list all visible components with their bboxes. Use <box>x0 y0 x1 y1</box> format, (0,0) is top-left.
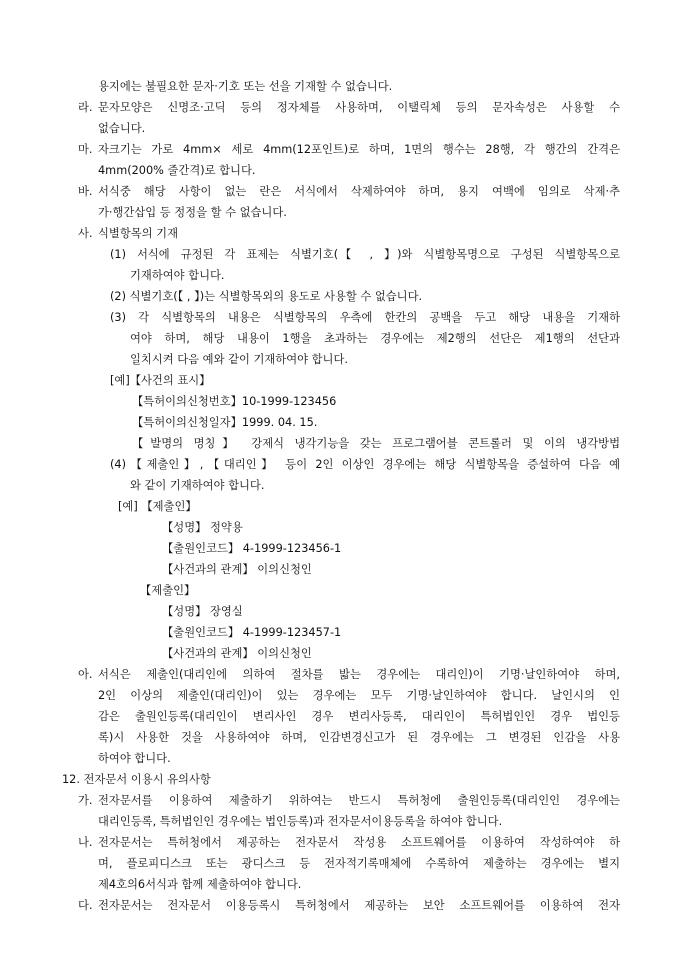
text-line: 전자문서를 이용하여 제출하기 위하여는 반드시 특허청에 출원인등록(대리인인 경우에는 <box>98 794 620 807</box>
text-line: 와 같이 기재하여야 합니다. <box>130 479 265 492</box>
example-line: 【성명】 장영실 <box>162 605 243 618</box>
example-line: 【성명】 정약용 <box>162 521 243 534</box>
list-marker: 바. <box>78 185 93 198</box>
example-line: 【제출인】 <box>140 584 196 597</box>
text-line: 감은 출원인등록(대리인이 변리사인 경우 변리사등록, 대리인이 특허법인인 경우 법인등 <box>98 710 620 723</box>
example-line: 【특허이의신청번호】10-1999-123456 <box>132 395 337 408</box>
text-line: 며, 플로피디스크 또는 광디스크 등 전자적기록매체에 수록하여 제출하는 경우에는 별지 <box>98 857 620 870</box>
text-line: 기재하여야 합니다. <box>130 269 225 282</box>
list-marker: 사. <box>78 227 93 240</box>
list-marker: 다. <box>78 899 93 912</box>
section-heading: 12. 전자문서 이용시 유의사항 <box>62 773 211 786</box>
text-line: 2인 이상의 제출인(대리인)이 있는 경우에는 모두 기명·날인하여야 합니다. 날인시의 인 <box>98 689 620 702</box>
list-marker: 가. <box>78 794 93 807</box>
text-line: 전자문서는 전자문서 이용등록시 특허청에서 제공하는 보안 소프트웨어를 이용하여 전자 <box>98 899 620 912</box>
text-line: 제4호의6서식과 함께 제출하여야 합니다. <box>98 878 302 891</box>
example-line: 【발명의 명칭】 강제식 냉각기능을 갖는 프로그램어블 콘트롤러 및 이의 냉각방법 <box>132 437 620 450</box>
example-line: [예]【사건의 표시】 <box>110 374 211 387</box>
list-marker: 나. <box>78 836 93 849</box>
list-marker: 라. <box>78 101 93 114</box>
text-line: 일치시켜 다음 예와 같이 기재하여야 합니다. <box>130 353 348 366</box>
text-line: 여야 하며, 해당 내용이 1행을 초과하는 경우에는 제2행의 선단은 제1행의 선단과 <box>130 332 620 345</box>
text-line: 용지에는 불필요한 문자·기호 또는 선을 기재할 수 없습니다. <box>98 80 393 93</box>
text-line: 없습니다. <box>98 122 146 135</box>
list-marker: 아. <box>78 668 93 681</box>
text-line: (3) 각 식별항목의 내용은 식별항목의 우측에 한칸의 공백을 두고 해당 내용을 기재하 <box>110 311 620 324</box>
text-line: 문자모양은 신명조·고딕 등의 정자체를 사용하며, 이탤릭체 등의 문자속성은 사용할 수 <box>98 101 620 114</box>
text-line: (1) 서식에 규정된 각 표제는 식별기호(【 , 】)와 식별항목명으로 구성된 식별항목으로 <box>110 248 620 261</box>
example-line: 【특허이의신청일자】1999. 04. 15. <box>132 416 318 429</box>
list-marker: 마. <box>78 143 93 156</box>
text-line: (2) 식별기호(【 , 】)는 식별항목외의 용도로 사용할 수 없습니다. <box>110 290 423 303</box>
example-line: [예] 【제출인】 <box>118 500 197 513</box>
text-line: 전자문서는 특허청에서 제공하는 전자문서 작성용 소프트웨어를 이용하여 작성하여야 하 <box>98 836 620 849</box>
example-line: 【사건과의 관계】 이의신청인 <box>162 563 312 576</box>
text-line: (4)【제출인】,【대리인】 등이 2인 이상인 경우에는 해당 식별항목을 증설하여 다음 예 <box>110 458 620 471</box>
text-line: 자크기는 가로 4mm× 세로 4mm(12포인트)로 하며, 1면의 행수는 28행, 각 행간의 간격은 <box>98 143 620 156</box>
text-line: 하여야 합니다. <box>98 752 171 765</box>
text-line: 대리인등록, 특허법인인 경우에는 법인등록)과 전자문서이용등록을 하여야 합니다. <box>98 815 503 828</box>
text-line: 록)시 사용한 것을 사용하여야 하며, 인감변경신고가 된 경우에는 그 변경된 인감을 사용 <box>98 731 620 744</box>
example-line: 【출원인코드】 4-1999-123456-1 <box>162 542 342 555</box>
text-line: 서식은 제출인(대리인에 의하여 절차를 밟는 경우에는 대리인)이 기명·날인하여야 하며, <box>98 668 620 681</box>
text-line: 4mm(200% 줄간격)로 합니다. <box>98 164 256 177</box>
section-heading: 식별항목의 기재 <box>98 227 178 240</box>
example-line: 【사건과의 관계】 이의신청인 <box>162 647 312 660</box>
example-line: 【출원인코드】 4-1999-123457-1 <box>162 626 342 639</box>
text-line: 가·행간삽입 등 정정을 할 수 없습니다. <box>98 206 287 219</box>
text-line: 서식중 해당 사항이 없는 란은 서식에서 삭제하여야 하며, 용지 여백에 임의로 삭제·추 <box>98 185 620 198</box>
